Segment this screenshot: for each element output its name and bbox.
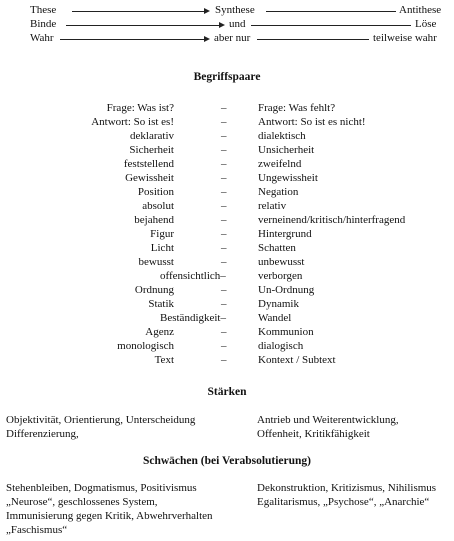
arrow-head-right-icon: [204, 8, 210, 14]
pair-row: [0, 270, 454, 284]
pair-row: [0, 200, 454, 214]
staerken-left: [6, 413, 195, 441]
pair-left: Beständigkeit–: [160, 312, 226, 324]
pair-left: Antwort: So ist es!: [91, 116, 174, 128]
teilweise-wahr-label: teilweise wahr: [373, 32, 437, 44]
wahr-label: Wahr: [30, 32, 54, 44]
pair-row: [0, 158, 454, 172]
pair-row: [0, 130, 454, 144]
arrow-head-right-icon: [219, 22, 225, 28]
pair-left: Gewissheit: [125, 172, 174, 184]
pair-dash: –: [221, 200, 227, 212]
pair-dash: –: [221, 354, 227, 366]
pair-row: [0, 354, 454, 368]
pair-left: bejahend: [134, 214, 174, 226]
pair-right: relativ: [258, 200, 287, 212]
pair-right: Kontext / Subtext: [258, 354, 336, 366]
pair-right: unbewusst: [258, 256, 305, 268]
synthese-label: Synthese: [215, 4, 255, 16]
pair-dash: –: [221, 144, 227, 156]
staerken-right: [257, 413, 399, 441]
pair-left: monologisch: [117, 340, 174, 352]
schwaechen-left-line: Stehenbleiben, Dogmatismus, Positivismus: [6, 482, 197, 494]
pair-dash: –: [221, 116, 227, 128]
pair-left: feststellend: [123, 158, 174, 170]
pair-row: [0, 144, 454, 158]
pair-left: Text: [154, 354, 174, 366]
begriffspaare-heading: Begriffspaare: [193, 71, 261, 83]
pair-row: [0, 256, 454, 270]
schwaechen-left: [6, 481, 213, 537]
pair-right: Kommunion: [258, 326, 314, 338]
pair-row: [0, 284, 454, 298]
staerken-left-line: Objektivität, Orientierung, Unterscheidung: [6, 414, 196, 426]
loese-label: Löse: [415, 18, 437, 30]
schwaechen-left-line: „Faschismus“: [6, 524, 68, 536]
und-label: und: [229, 18, 246, 30]
pair-dash: –: [221, 228, 227, 240]
pair-row: [0, 116, 454, 130]
pair-right: zweifelnd: [258, 158, 302, 170]
pair-dash: –: [221, 284, 227, 296]
arrow-line-wahr-abernur: [60, 39, 206, 40]
schwaechen-right-line: Dekonstruktion, Kritizismus, Nihilismus: [257, 482, 437, 494]
pair-right: Ungewissheit: [258, 172, 318, 184]
pair-dash: –: [221, 130, 227, 142]
pair-dash: –: [221, 102, 227, 114]
pair-left: Frage: Was ist?: [106, 102, 174, 114]
pair-left: Agenz: [145, 326, 174, 338]
pair-dash: –: [221, 326, 227, 338]
pair-row: [0, 340, 454, 354]
pair-right: Un-Ordnung: [258, 284, 315, 296]
pair-left: absolut: [142, 200, 174, 212]
pair-left: Position: [137, 186, 174, 198]
binde-label: Binde: [30, 18, 57, 30]
arrow-head-right-icon: [204, 36, 210, 42]
pair-right: Schatten: [258, 242, 296, 254]
pair-left: offensichtlich–: [160, 270, 226, 282]
pair-right: dialektisch: [258, 130, 306, 142]
pair-right: Dynamik: [258, 298, 299, 310]
pair-left: deklarativ: [130, 130, 174, 142]
antithese-label: Antithese: [399, 4, 442, 16]
pair-left: Ordnung: [134, 284, 174, 296]
staerken-left-line: Differenzierung,: [6, 428, 79, 440]
schwaechen-left-line: „Neurose“, geschlossenes System,: [6, 496, 158, 508]
pair-left: Statik: [148, 298, 174, 310]
staerken-right-line: Antrieb und Weiterentwicklung,: [257, 414, 399, 426]
pair-row: [0, 186, 454, 200]
schwaechen-right-line: Egalitarismus, „Psychose“, „Anarchie“: [257, 496, 430, 508]
pair-row: [0, 298, 454, 312]
schwaechen-right: [257, 481, 436, 509]
pair-right: verneinend/kritisch/hinterfragend: [258, 214, 406, 226]
pair-right: Antwort: So ist es nicht!: [258, 116, 366, 128]
pair-dash: –: [221, 186, 227, 198]
pair-left: bewusst: [138, 256, 174, 268]
pair-row: [0, 214, 454, 228]
pair-right: Unsicherheit: [258, 144, 315, 156]
pair-row: [0, 102, 454, 116]
aber-nur-label: aber nur: [214, 32, 251, 44]
arrow-line-abernur-teilweise: [257, 39, 369, 40]
pair-dash: –: [221, 158, 227, 170]
pair-dash: –: [221, 298, 227, 310]
pair-right: Wandel: [258, 312, 292, 324]
pair-dash: –: [221, 256, 227, 268]
these-label: These: [30, 4, 57, 16]
pair-right: Negation: [258, 186, 299, 198]
schwaechen-left-line: Immunisierung gegen Kritik, Abwehrverhalten: [6, 510, 213, 522]
pair-right: verborgen: [258, 270, 303, 282]
arrow-line-synthese-antithese: [266, 11, 396, 12]
pair-right: dialogisch: [258, 340, 304, 352]
pair-row: [0, 326, 454, 340]
arrow-line-binde-und: [66, 25, 221, 26]
pair-dash: –: [221, 242, 227, 254]
pair-dash: –: [221, 214, 227, 226]
staerken-right-line: Offenheit, Kritikfähigkeit: [257, 428, 370, 440]
pair-right: Hintergrund: [258, 228, 312, 240]
arrow-line-these-synthese: [72, 11, 206, 12]
arrow-line-und-loese: [251, 25, 411, 26]
pair-dash: –: [221, 340, 227, 352]
pair-left: Sicherheit: [129, 144, 174, 156]
pair-left: Licht: [150, 242, 174, 254]
pair-row: [0, 228, 454, 242]
pair-row: [0, 242, 454, 256]
pair-right: Frage: Was fehlt?: [258, 102, 336, 114]
pair-row: [0, 312, 454, 326]
pair-row: [0, 172, 454, 186]
pair-left: Figur: [150, 228, 174, 240]
pair-dash: –: [221, 172, 227, 184]
schwaechen-heading: Schwächen (bei Verabsolutierung): [142, 455, 312, 467]
staerken-heading: Stärken: [207, 386, 247, 398]
